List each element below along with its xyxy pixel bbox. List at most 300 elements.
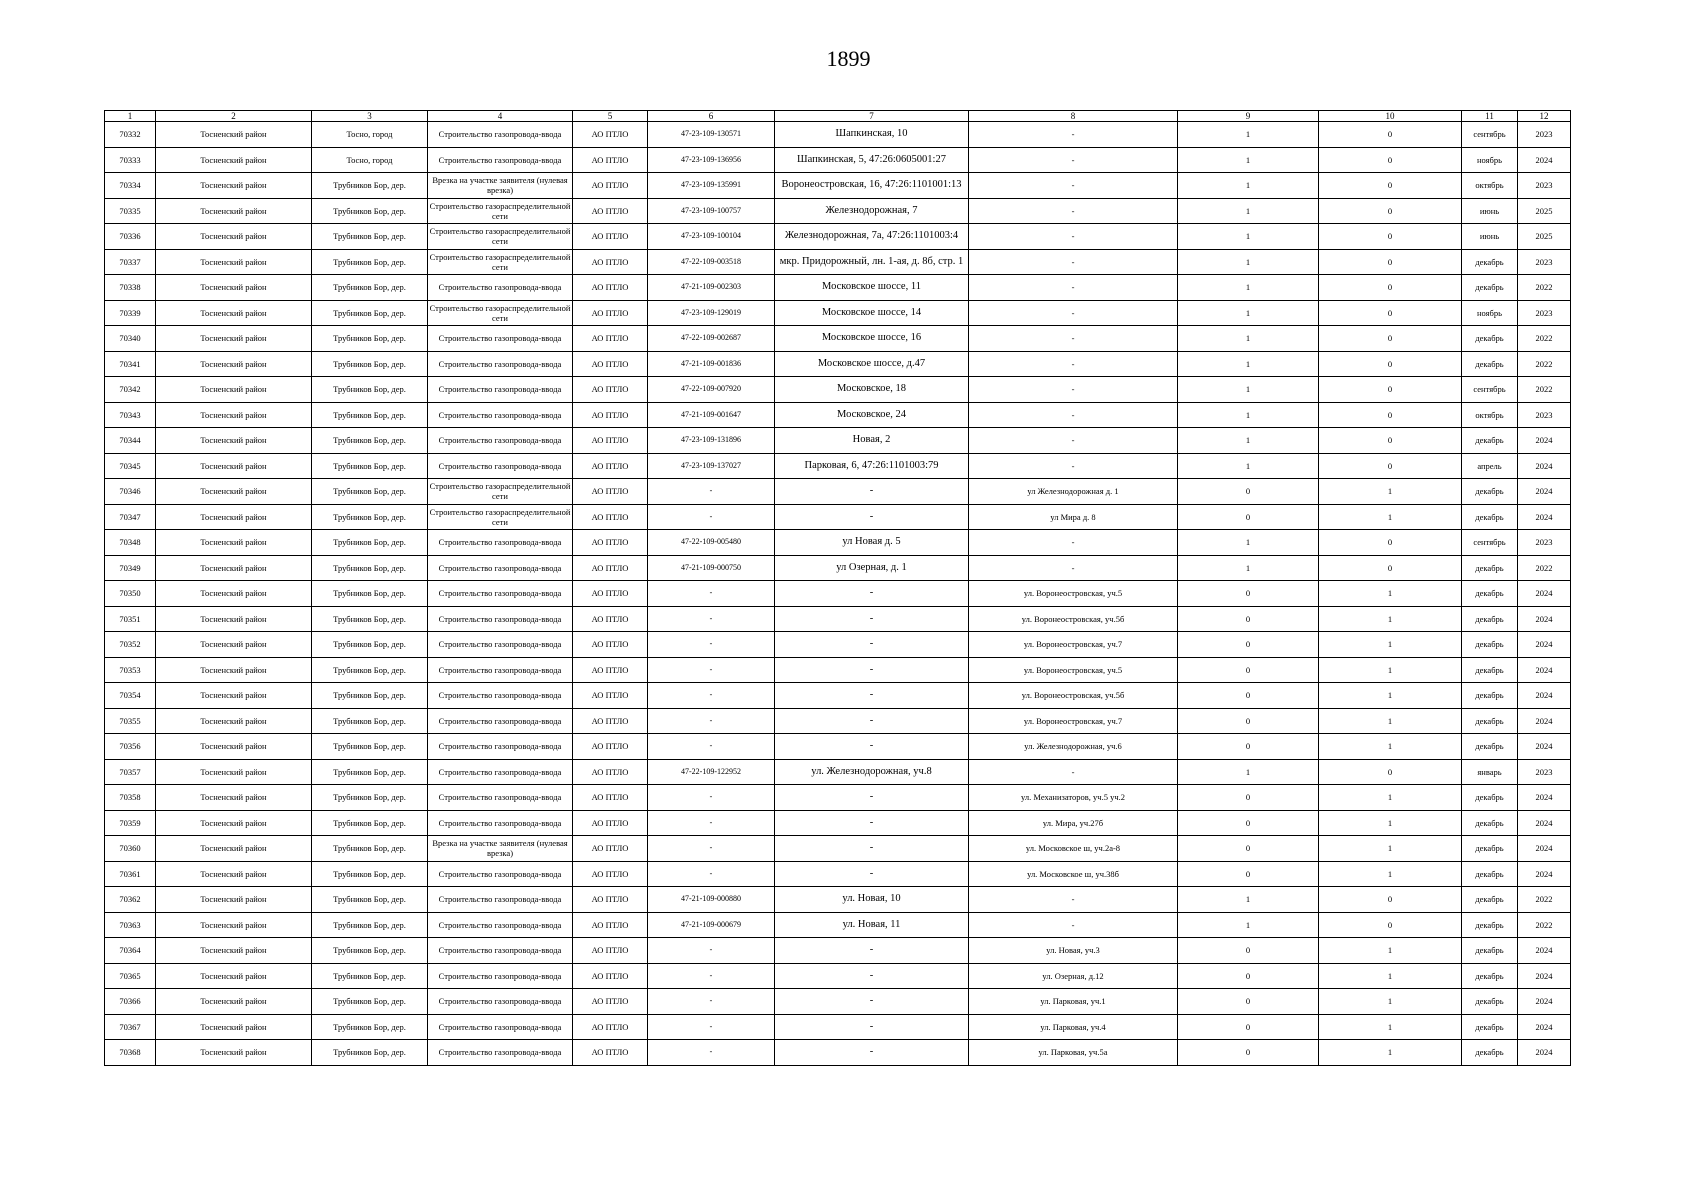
cell-settlement: Тосно, город [312, 147, 428, 173]
cell-work-type: Строительство газопровода-ввода [428, 428, 573, 454]
cell-address-alt: - [969, 249, 1178, 275]
cell-district: Тосненский район [156, 555, 312, 581]
cell-district: Тосненский район [156, 453, 312, 479]
cell-address: - [775, 810, 969, 836]
cell-object-id: 70336 [105, 224, 156, 250]
cell-year: 2024 [1518, 989, 1571, 1015]
cell-organization: АО ПТЛО [573, 1014, 648, 1040]
cell-organization: АО ПТЛО [573, 1040, 648, 1066]
table-row [105, 912, 1571, 938]
cell-count-a: 0 [1178, 734, 1319, 760]
cell-address: - [775, 938, 969, 964]
cell-address: - [775, 861, 969, 887]
cell-work-type: Строительство газопровода-ввода [428, 785, 573, 811]
cell-year: 2023 [1518, 530, 1571, 556]
cell-address: ул Новая д. 5 [775, 530, 969, 556]
cell-month: сентябрь [1462, 530, 1518, 556]
cell-month: декабрь [1462, 504, 1518, 530]
cell-object-id: 70347 [105, 504, 156, 530]
cell-work-type: Строительство газопровода-ввода [428, 377, 573, 403]
cell-district: Тосненский район [156, 249, 312, 275]
cell-object-id: 70352 [105, 632, 156, 658]
table-row [105, 224, 1571, 250]
cell-district: Тосненский район [156, 351, 312, 377]
cell-organization: АО ПТЛО [573, 504, 648, 530]
cell-address: Воронеостровская, 16, 47:26:1101001:13 [775, 173, 969, 199]
cell-address-alt: ул. Парковая, уч.1 [969, 989, 1178, 1015]
cell-district: Тосненский район [156, 606, 312, 632]
cell-month: декабрь [1462, 1040, 1518, 1066]
cell-object-id: 70342 [105, 377, 156, 403]
cell-work-type: Строительство газопровода-ввода [428, 683, 573, 709]
cell-application-number: 47-22-109-005480 [648, 530, 775, 556]
cell-year: 2024 [1518, 1014, 1571, 1040]
cell-count-a: 1 [1178, 173, 1319, 199]
cell-district: Тосненский район [156, 1014, 312, 1040]
cell-count-a: 1 [1178, 912, 1319, 938]
cell-organization: АО ПТЛО [573, 912, 648, 938]
page-number: 1899 [826, 46, 871, 71]
cell-year: 2023 [1518, 249, 1571, 275]
cell-year: 2023 [1518, 173, 1571, 199]
cell-count-a: 1 [1178, 122, 1319, 148]
cell-month: декабрь [1462, 963, 1518, 989]
cell-settlement: Трубников Бор, дер. [312, 377, 428, 403]
cell-count-a: 1 [1178, 887, 1319, 913]
cell-year: 2024 [1518, 606, 1571, 632]
cell-district: Тосненский район [156, 275, 312, 301]
cell-year: 2022 [1518, 555, 1571, 581]
cell-count-a: 1 [1178, 198, 1319, 224]
table-row [105, 504, 1571, 530]
cell-settlement: Трубников Бор, дер. [312, 275, 428, 301]
cell-application-number: 47-22-109-007920 [648, 377, 775, 403]
cell-district: Тосненский район [156, 708, 312, 734]
cell-district: Тосненский район [156, 861, 312, 887]
cell-month: январь [1462, 759, 1518, 785]
cell-application-number: - [648, 810, 775, 836]
cell-work-type: Строительство газораспределительной сети [428, 479, 573, 505]
cell-object-id: 70364 [105, 938, 156, 964]
cell-object-id: 70339 [105, 300, 156, 326]
cell-application-number: - [648, 1014, 775, 1040]
cell-district: Тосненский район [156, 657, 312, 683]
cell-object-id: 70348 [105, 530, 156, 556]
table-row [105, 734, 1571, 760]
cell-object-id: 70368 [105, 1040, 156, 1066]
cell-month: ноябрь [1462, 147, 1518, 173]
cell-object-id: 70367 [105, 1014, 156, 1040]
cell-address-alt: ул. Парковая, уч.4 [969, 1014, 1178, 1040]
cell-district: Тосненский район [156, 377, 312, 403]
cell-address: - [775, 504, 969, 530]
cell-settlement: Трубников Бор, дер. [312, 351, 428, 377]
cell-year: 2023 [1518, 300, 1571, 326]
cell-count-b: 1 [1319, 683, 1462, 709]
table-row [105, 555, 1571, 581]
cell-address: - [775, 683, 969, 709]
cell-district: Тосненский район [156, 581, 312, 607]
table-row [105, 836, 1571, 862]
cell-address: - [775, 479, 969, 505]
cell-settlement: Трубников Бор, дер. [312, 734, 428, 760]
cell-address-alt: ул. Механизаторов, уч.5 уч.2 [969, 785, 1178, 811]
cell-district: Тосненский район [156, 224, 312, 250]
cell-settlement: Трубников Бор, дер. [312, 173, 428, 199]
cell-object-id: 70343 [105, 402, 156, 428]
cell-address: - [775, 989, 969, 1015]
table-row [105, 173, 1571, 199]
table-row [105, 428, 1571, 454]
column-number: 9 [1178, 111, 1319, 122]
cell-address: - [775, 581, 969, 607]
column-number: 8 [969, 111, 1178, 122]
cell-settlement: Трубников Бор, дер. [312, 657, 428, 683]
cell-count-b: 0 [1319, 555, 1462, 581]
cell-district: Тосненский район [156, 479, 312, 505]
cell-district: Тосненский район [156, 326, 312, 352]
cell-count-a: 1 [1178, 224, 1319, 250]
cell-count-b: 0 [1319, 249, 1462, 275]
cell-count-a: 1 [1178, 275, 1319, 301]
cell-year: 2022 [1518, 377, 1571, 403]
cell-application-number: 47-22-109-122952 [648, 759, 775, 785]
cell-district: Тосненский район [156, 402, 312, 428]
cell-count-b: 1 [1319, 810, 1462, 836]
column-number: 10 [1319, 111, 1462, 122]
cell-month: декабрь [1462, 836, 1518, 862]
cell-address: Шапкинская, 10 [775, 122, 969, 148]
cell-object-id: 70357 [105, 759, 156, 785]
cell-work-type: Строительство газопровода-ввода [428, 912, 573, 938]
cell-district: Тосненский район [156, 683, 312, 709]
cell-count-b: 0 [1319, 300, 1462, 326]
cell-application-number: 47-22-109-003518 [648, 249, 775, 275]
cell-address-alt: - [969, 122, 1178, 148]
cell-object-id: 70338 [105, 275, 156, 301]
cell-work-type: Строительство газопровода-ввода [428, 581, 573, 607]
cell-count-a: 0 [1178, 1014, 1319, 1040]
cell-count-a: 0 [1178, 810, 1319, 836]
cell-month: декабрь [1462, 912, 1518, 938]
cell-work-type: Строительство газопровода-ввода [428, 938, 573, 964]
cell-count-a: 1 [1178, 428, 1319, 454]
cell-organization: АО ПТЛО [573, 759, 648, 785]
column-number: 11 [1462, 111, 1518, 122]
cell-work-type: Строительство газопровода-ввода [428, 351, 573, 377]
cell-address: ул. Новая, 11 [775, 912, 969, 938]
cell-application-number: 47-21-109-000750 [648, 555, 775, 581]
cell-organization: АО ПТЛО [573, 147, 648, 173]
cell-year: 2023 [1518, 759, 1571, 785]
cell-application-number: 47-23-109-131896 [648, 428, 775, 454]
cell-address: - [775, 632, 969, 658]
cell-count-b: 0 [1319, 402, 1462, 428]
cell-application-number: - [648, 836, 775, 862]
cell-settlement: Трубников Бор, дер. [312, 683, 428, 709]
cell-object-id: 70333 [105, 147, 156, 173]
cell-object-id: 70361 [105, 861, 156, 887]
cell-count-b: 0 [1319, 147, 1462, 173]
cell-month: декабрь [1462, 606, 1518, 632]
cell-work-type: Строительство газопровода-ввода [428, 530, 573, 556]
cell-settlement: Трубников Бор, дер. [312, 887, 428, 913]
cell-year: 2024 [1518, 1040, 1571, 1066]
table-row [105, 249, 1571, 275]
table-row [105, 606, 1571, 632]
cell-settlement: Трубников Бор, дер. [312, 581, 428, 607]
cell-count-a: 1 [1178, 377, 1319, 403]
cell-address-alt: ул. Озерная, д.12 [969, 963, 1178, 989]
cell-address-alt: ул. Московское ш, уч.2а-8 [969, 836, 1178, 862]
cell-work-type: Строительство газопровода-ввода [428, 989, 573, 1015]
cell-application-number: 47-21-109-000880 [648, 887, 775, 913]
cell-month: декабрь [1462, 785, 1518, 811]
cell-district: Тосненский район [156, 504, 312, 530]
cell-address: Новая, 2 [775, 428, 969, 454]
cell-year: 2025 [1518, 198, 1571, 224]
cell-year: 2024 [1518, 657, 1571, 683]
cell-count-b: 1 [1319, 1014, 1462, 1040]
cell-count-a: 1 [1178, 453, 1319, 479]
data-table [104, 110, 1571, 1066]
cell-object-id: 70358 [105, 785, 156, 811]
cell-work-type: Строительство газопровода-ввода [428, 453, 573, 479]
table-row [105, 147, 1571, 173]
cell-object-id: 70340 [105, 326, 156, 352]
cell-settlement: Трубников Бор, дер. [312, 606, 428, 632]
column-number-row [105, 111, 1571, 122]
cell-address-alt: ул. Воронеостровская, уч.7 [969, 632, 1178, 658]
cell-organization: АО ПТЛО [573, 173, 648, 199]
cell-count-b: 1 [1319, 1040, 1462, 1066]
cell-address-alt: - [969, 428, 1178, 454]
cell-work-type: Врезка на участке заявителя (нулевая врезка) [428, 836, 573, 862]
cell-object-id: 70353 [105, 657, 156, 683]
cell-year: 2024 [1518, 836, 1571, 862]
cell-count-b: 1 [1319, 963, 1462, 989]
cell-work-type: Строительство газораспределительной сети [428, 300, 573, 326]
cell-work-type: Строительство газопровода-ввода [428, 555, 573, 581]
cell-settlement: Трубников Бор, дер. [312, 198, 428, 224]
cell-settlement: Трубников Бор, дер. [312, 759, 428, 785]
cell-work-type: Строительство газопровода-ввода [428, 708, 573, 734]
table-row [105, 351, 1571, 377]
cell-address-alt: - [969, 275, 1178, 301]
cell-month: ноябрь [1462, 300, 1518, 326]
cell-address: ул. Новая, 10 [775, 887, 969, 913]
cell-year: 2024 [1518, 683, 1571, 709]
cell-count-b: 1 [1319, 861, 1462, 887]
cell-count-a: 1 [1178, 759, 1319, 785]
cell-work-type: Строительство газопровода-ввода [428, 1014, 573, 1040]
cell-count-a: 0 [1178, 581, 1319, 607]
table-row [105, 963, 1571, 989]
cell-work-type: Строительство газопровода-ввода [428, 810, 573, 836]
cell-year: 2024 [1518, 708, 1571, 734]
cell-settlement: Трубников Бор, дер. [312, 300, 428, 326]
cell-settlement: Трубников Бор, дер. [312, 708, 428, 734]
cell-address: - [775, 836, 969, 862]
cell-month: декабрь [1462, 351, 1518, 377]
cell-settlement: Трубников Бор, дер. [312, 938, 428, 964]
cell-organization: АО ПТЛО [573, 657, 648, 683]
cell-count-b: 1 [1319, 657, 1462, 683]
cell-application-number: 47-21-109-000679 [648, 912, 775, 938]
cell-settlement: Трубников Бор, дер. [312, 861, 428, 887]
cell-count-a: 0 [1178, 708, 1319, 734]
cell-application-number: - [648, 632, 775, 658]
cell-address-alt: - [969, 530, 1178, 556]
cell-count-a: 0 [1178, 861, 1319, 887]
cell-address-alt: - [969, 759, 1178, 785]
column-number: 5 [573, 111, 648, 122]
cell-object-id: 70351 [105, 606, 156, 632]
cell-year: 2023 [1518, 402, 1571, 428]
table-row [105, 402, 1571, 428]
cell-address: Железнодорожная, 7а, 47:26:1101003:4 [775, 224, 969, 250]
column-number: 1 [105, 111, 156, 122]
cell-address-alt: ул. Мира, уч.27б [969, 810, 1178, 836]
cell-count-b: 1 [1319, 708, 1462, 734]
cell-count-a: 0 [1178, 606, 1319, 632]
cell-settlement: Трубников Бор, дер. [312, 249, 428, 275]
cell-application-number: - [648, 785, 775, 811]
table-row [105, 632, 1571, 658]
cell-count-a: 0 [1178, 989, 1319, 1015]
cell-address: Московское шоссе, 14 [775, 300, 969, 326]
cell-count-b: 0 [1319, 326, 1462, 352]
cell-address: ул Озерная, д. 1 [775, 555, 969, 581]
cell-count-b: 1 [1319, 938, 1462, 964]
cell-district: Тосненский район [156, 147, 312, 173]
cell-application-number: 47-23-109-100104 [648, 224, 775, 250]
cell-count-a: 1 [1178, 351, 1319, 377]
cell-organization: АО ПТЛО [573, 198, 648, 224]
cell-application-number: 47-21-109-001647 [648, 402, 775, 428]
cell-count-a: 0 [1178, 632, 1319, 658]
cell-count-a: 1 [1178, 555, 1319, 581]
cell-month: сентябрь [1462, 377, 1518, 403]
cell-object-id: 70341 [105, 351, 156, 377]
cell-application-number: - [648, 861, 775, 887]
cell-application-number: 47-23-109-137027 [648, 453, 775, 479]
cell-settlement: Трубников Бор, дер. [312, 224, 428, 250]
cell-address: Шапкинская, 5, 47:26:0605001:27 [775, 147, 969, 173]
cell-work-type: Строительство газопровода-ввода [428, 632, 573, 658]
cell-work-type: Строительство газопровода-ввода [428, 122, 573, 148]
cell-address-alt: - [969, 912, 1178, 938]
cell-organization: АО ПТЛО [573, 479, 648, 505]
cell-address: - [775, 708, 969, 734]
cell-work-type: Строительство газопровода-ввода [428, 861, 573, 887]
cell-count-b: 0 [1319, 275, 1462, 301]
cell-count-b: 0 [1319, 912, 1462, 938]
cell-settlement: Трубников Бор, дер. [312, 453, 428, 479]
cell-work-type: Строительство газопровода-ввода [428, 657, 573, 683]
cell-district: Тосненский район [156, 300, 312, 326]
cell-month: декабрь [1462, 708, 1518, 734]
table-row [105, 275, 1571, 301]
table-row [105, 785, 1571, 811]
cell-count-b: 1 [1319, 581, 1462, 607]
cell-address: Московское шоссе, 11 [775, 275, 969, 301]
cell-organization: АО ПТЛО [573, 453, 648, 479]
table-row [105, 938, 1571, 964]
cell-month: декабрь [1462, 683, 1518, 709]
cell-count-a: 1 [1178, 300, 1319, 326]
cell-application-number: - [648, 479, 775, 505]
cell-month: июнь [1462, 198, 1518, 224]
cell-organization: АО ПТЛО [573, 402, 648, 428]
cell-organization: АО ПТЛО [573, 836, 648, 862]
cell-object-id: 70349 [105, 555, 156, 581]
cell-year: 2024 [1518, 453, 1571, 479]
cell-organization: АО ПТЛО [573, 581, 648, 607]
cell-district: Тосненский район [156, 887, 312, 913]
cell-address-alt: ул. Воронеостровская, уч.5 [969, 581, 1178, 607]
cell-organization: АО ПТЛО [573, 632, 648, 658]
cell-address: Московское шоссе, д.47 [775, 351, 969, 377]
cell-object-id: 70334 [105, 173, 156, 199]
cell-month: декабрь [1462, 861, 1518, 887]
cell-work-type: Строительство газопровода-ввода [428, 326, 573, 352]
cell-district: Тосненский район [156, 963, 312, 989]
table-row [105, 581, 1571, 607]
cell-count-b: 0 [1319, 173, 1462, 199]
cell-month: декабрь [1462, 249, 1518, 275]
table-row [105, 377, 1571, 403]
cell-application-number: - [648, 938, 775, 964]
cell-work-type: Строительство газопровода-ввода [428, 275, 573, 301]
cell-district: Тосненский район [156, 1040, 312, 1066]
table-row [105, 1040, 1571, 1066]
cell-count-a: 0 [1178, 938, 1319, 964]
cell-district: Тосненский район [156, 836, 312, 862]
cell-organization: АО ПТЛО [573, 887, 648, 913]
cell-work-type: Строительство газораспределительной сети [428, 249, 573, 275]
cell-year: 2024 [1518, 479, 1571, 505]
cell-address-alt: - [969, 224, 1178, 250]
cell-year: 2023 [1518, 122, 1571, 148]
cell-address-alt: - [969, 351, 1178, 377]
cell-settlement: Трубников Бор, дер. [312, 989, 428, 1015]
cell-address-alt: ул. Новая, уч.3 [969, 938, 1178, 964]
cell-count-b: 1 [1319, 606, 1462, 632]
cell-object-id: 70335 [105, 198, 156, 224]
cell-application-number: - [648, 657, 775, 683]
cell-settlement: Трубников Бор, дер. [312, 402, 428, 428]
cell-application-number: - [648, 734, 775, 760]
cell-count-a: 1 [1178, 249, 1319, 275]
cell-year: 2024 [1518, 734, 1571, 760]
cell-settlement: Трубников Бор, дер. [312, 428, 428, 454]
cell-month: декабрь [1462, 657, 1518, 683]
cell-year: 2024 [1518, 785, 1571, 811]
cell-object-id: 70360 [105, 836, 156, 862]
cell-address-alt: ул. Железнодорожная, уч.6 [969, 734, 1178, 760]
cell-object-id: 70359 [105, 810, 156, 836]
cell-address-alt: ул Мира д. 8 [969, 504, 1178, 530]
cell-district: Тосненский район [156, 912, 312, 938]
cell-settlement: Трубников Бор, дер. [312, 530, 428, 556]
cell-object-id: 70365 [105, 963, 156, 989]
cell-district: Тосненский район [156, 428, 312, 454]
cell-address-alt: ул Железнодорожная д. 1 [969, 479, 1178, 505]
table-row [105, 479, 1571, 505]
cell-application-number: - [648, 963, 775, 989]
cell-address: - [775, 1014, 969, 1040]
